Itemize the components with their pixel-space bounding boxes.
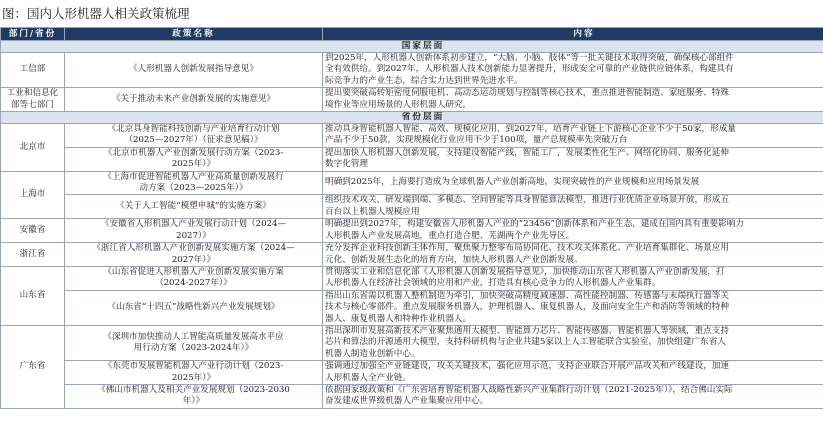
cell-line: 境作业等应用场景的人形机器人研究。 — [325, 99, 472, 110]
cell-line: 到2025年，人形机器人创新体系初步建立，“大脑、小脑、肢体”等一批关键技术取得突破，确保核心部组件 — [325, 53, 734, 63]
cell-line: 推动具身智能机器人智能、高效、规模化应用，到2027年，培育产业链上下游核心企业不少于50家，形成量 — [325, 124, 736, 135]
table-row — [1, 53, 823, 88]
policy-name-cell — [65, 88, 323, 112]
cell-line: 奋发建成世界级机器人产业集聚应用中心。 — [325, 396, 489, 407]
header-content: 内容 — [323, 28, 823, 41]
cell-line: 《北京市机器人产业创新发展行动方案（2023- — [103, 147, 284, 158]
cell-line: 《浙江省人形机器人产业创新发展实施方案（2024— — [92, 243, 295, 254]
cell-line: 北京市 — [19, 141, 46, 152]
content-cell — [323, 171, 823, 195]
table-row — [1, 325, 823, 360]
cell-line: 工业和信息化 — [6, 88, 59, 99]
cell-line: 元化、创新发展生态化的培育方向，加快人形机器人产业创新发展。 — [325, 254, 583, 265]
cell-line: 《人形机器人创新发展指导意见》 — [129, 64, 258, 75]
cell-line: 《关于推动未来产业创新发展的实施意见》 — [111, 93, 276, 104]
cell-line: 芯片和算法的开源通用大模型，支持科研机构与企业共建5家以上人工智能联合实验室，加快组建广东省人 — [325, 337, 726, 348]
header-policy: 政策名称 — [65, 28, 323, 41]
cell-line: 机器人制造业创新中心。 — [325, 348, 420, 359]
dept-cell — [1, 243, 65, 267]
cell-line: （2025—2027年）（征求意见稿）》 — [124, 135, 263, 146]
cell-line: 全有效供给。到2027年，人形机器人技术创新能力显著提升，形成安全可靠的产业链供应链体系，构建具有 — [325, 64, 734, 75]
cell-line: 《山东省“十四五”战略性新兴产业发展规划》 — [107, 302, 280, 313]
table-row — [1, 88, 823, 112]
dept-cell — [1, 219, 65, 243]
policy-name-cell — [65, 171, 323, 195]
policy-name-cell — [65, 147, 323, 171]
cell-line: 指出山东省需以机器人整机制造为牵引，加快突破高精度减速器、高性能控制器、传感器与末端执行器等关 — [325, 290, 729, 301]
table-row — [1, 384, 823, 408]
cell-line: 人形机器人在经济社会领域的应用和产业，打造具有核心竞争力的人形机器人产业集群。 — [325, 278, 661, 289]
policy-table — [0, 27, 823, 409]
figure-caption: 图：国内人形机器人相关政策梳理 — [2, 6, 190, 21]
cell-line: 技术与核心零部件。重点发展服务机器人，护理机器人、康复机器人，及面向安全生产和消防等领域的特种 — [325, 302, 729, 313]
cell-line: 百台以上机器人规模应用 — [325, 206, 420, 217]
section-row — [1, 41, 823, 53]
section-title: 省份层面 — [1, 112, 823, 124]
cell-line: 工信部 — [19, 64, 46, 75]
cell-line: 部等七部门 — [11, 99, 54, 110]
cell-line: 数字化管理 — [325, 159, 368, 170]
content-cell — [323, 325, 823, 360]
cell-line: 明确到2025年，上海要打造成为全球机器人产业创新高地，实现突破性的产业规模和应用场景发展 — [325, 177, 700, 188]
section-row — [1, 112, 823, 124]
cell-line: 浙江省 — [19, 248, 46, 259]
cell-line: 指出深圳市发展高新技术产业聚焦通用大模型、智能算力芯片、智能传感器、智能机器人等领域，重点支持 — [325, 325, 729, 336]
cell-line: 组织技术攻关，研发端到端、多模态、空间智能等具身智能算法模型，推进行业优质企业场景开放，形成五 — [325, 195, 729, 206]
cell-line: （2024-2027年）》 — [155, 278, 232, 289]
policy-name-cell — [65, 361, 323, 385]
cell-line: 《北京具身智能科技创新与产业培育行动计划 — [107, 124, 280, 135]
cell-line: 产品不少于50款，实现规模化行业应用不少于100项，量产总规模率先突破万台 — [325, 135, 628, 146]
table-row — [1, 219, 823, 243]
cell-line: 安徽省 — [19, 224, 46, 235]
policy-name-cell — [65, 325, 323, 360]
cell-line: 提出要突破高转矩密度伺服电机、高动态运动规划与控制等核心技术，重点推进智能制造、家庭服务、特殊 — [325, 88, 729, 99]
dept-cell — [1, 88, 65, 112]
content-cell — [323, 243, 823, 267]
content-cell — [323, 124, 823, 148]
table-row — [1, 290, 823, 325]
policy-name-cell — [65, 290, 323, 325]
cell-line: 年）》 — [182, 396, 205, 407]
table-row — [1, 195, 823, 219]
cell-line: 《山东省促进人形机器人产业创新发展实施方案 — [103, 266, 284, 277]
cell-line: 提出加快人形机器人创新发展，支持建设智能产线，智能工厂，发展柔性化生产、网络化协同、服务化延伸 — [325, 147, 729, 158]
policy-name-cell — [65, 195, 323, 219]
cell-line: 《佛山市机器人及相关产业发展规划（2023-2030 — [97, 384, 290, 395]
cell-line: 《深圳市加快推动人工智能高质量发展高水平应 — [103, 331, 284, 342]
cell-line: 动方案（2023—2025年）》 — [139, 183, 248, 194]
cell-line: 《安徽省人形机器人产业发展行动计划（2024— — [100, 219, 287, 230]
table-row — [1, 171, 823, 195]
cell-line: 《上海市促进智能机器人产业高质量创新发展行 — [103, 171, 284, 182]
dept-cell — [1, 171, 65, 219]
policy-name-cell — [65, 266, 323, 290]
section-title: 国家层面 — [1, 41, 823, 53]
content-cell — [323, 195, 823, 219]
cell-line: 山东省 — [19, 290, 46, 301]
cell-line: 用行动方案（2023-2024年）》 — [133, 343, 254, 354]
cell-line: 依据国家级政策和《广东省培育智能机器人战略性新兴产业集群行动计划（2021-2025年）》，结合佛山实际 — [325, 384, 733, 395]
content-cell — [323, 266, 823, 290]
content-cell — [323, 219, 823, 243]
dept-cell — [1, 124, 65, 172]
table-row — [1, 266, 823, 290]
dept-cell — [1, 266, 65, 325]
cell-line: 器人、康复机器人和特种作业机器人。 — [325, 313, 472, 324]
table-row — [1, 124, 823, 148]
table-body — [1, 41, 823, 409]
cell-line: 2025年）》 — [171, 372, 216, 383]
content-cell — [323, 88, 823, 112]
policy-name-cell — [65, 124, 323, 148]
policy-name-cell — [65, 243, 323, 267]
table-row — [1, 243, 823, 267]
policy-name-cell — [65, 53, 323, 88]
cell-line: 贯彻落实工业和信息化部《人形机器人创新发展指导意见》，加快推动山东省人形机器人产业创新发展，打 — [325, 266, 725, 277]
cell-line: 际竞争力的产业生态，综合实力达到世界先进水平。 — [325, 75, 523, 86]
cell-line: 强调通过加强全产业链建设，攻关关键技术，强化应用示范，支持企业联合开展产品攻关和产线建设，加速 — [325, 361, 729, 372]
cell-line: 《东莞市发展智能机器人产业行动计划（2023- — [103, 361, 284, 372]
header-dept: 部门/省份 — [1, 28, 65, 41]
policy-name-cell — [65, 219, 323, 243]
cell-line: 2027年）》 — [171, 254, 216, 265]
cell-line: 人形机器人产业发展高地，重点打造合肥、芜湖两个产业先导区。 — [325, 230, 575, 241]
cell-line: 人形机器人全产业链。 — [325, 372, 411, 383]
content-cell — [323, 53, 823, 88]
cell-line: 《关于人工智能“模塑申城”的实施方案》 — [116, 201, 271, 212]
content-cell — [323, 384, 823, 408]
cell-line: 2027）》 — [176, 230, 211, 241]
dept-cell — [1, 53, 65, 88]
table-header-row — [1, 28, 823, 41]
cell-line: 广东省 — [19, 361, 46, 372]
table-row — [1, 361, 823, 385]
cell-line: 2025年）》 — [171, 159, 216, 170]
content-cell — [323, 361, 823, 385]
content-cell — [323, 147, 823, 171]
cell-line: 上海市 — [19, 189, 46, 200]
cell-line: 充分发挥企业科技创新主体作用，聚焦聚力整零布局协同化、技术攻关体系化、产业培育集群化、场景应用 — [325, 243, 729, 254]
dept-cell — [1, 325, 65, 408]
policy-name-cell — [65, 384, 323, 408]
table-row — [1, 147, 823, 171]
content-cell — [323, 290, 823, 325]
cell-line: 明确提出到2027年，构建安徽省人形机器人产业的“23456”创新体系和产业生态，建成在国内具有重要影响力 — [325, 219, 744, 230]
